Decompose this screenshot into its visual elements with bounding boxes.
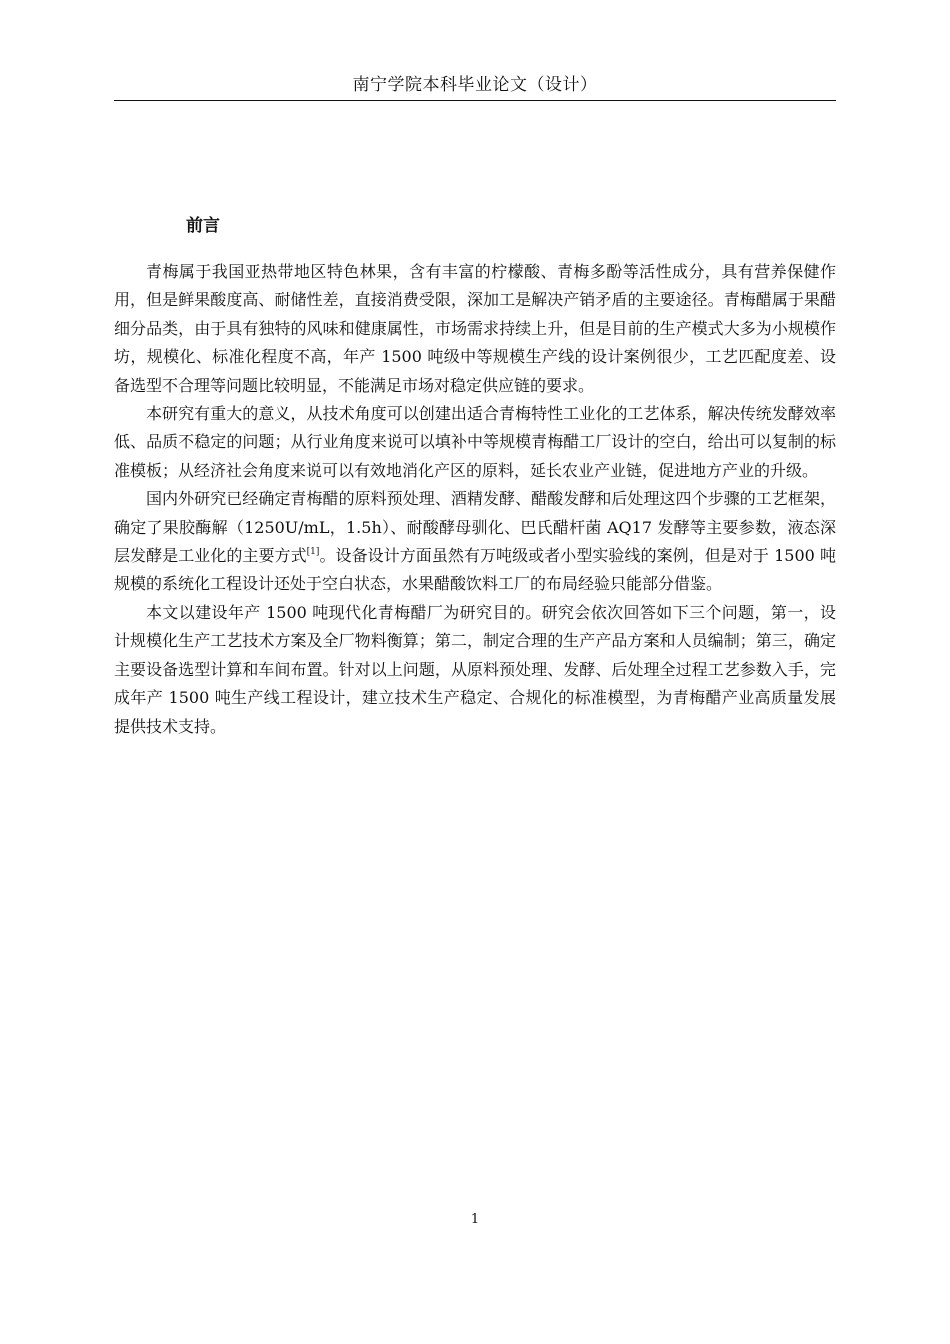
citation-ref[interactable]: [1] xyxy=(306,547,320,558)
paragraph-3-text-before: 国内外研究已经确定青梅醋的原料预处理、酒精发酵、醋酸发酵和后处理这四个步骤的工艺框架，确定了果胶酶解（1250U/mL，1.5h）、耐酸酵母驯化、巴氏醋杆菌 AQ17 发酵等主要参数，液态深层发酵是工业化的主要方式 xyxy=(114,489,836,566)
paragraph-4: 本文以建设年产 1500 吨现代化青梅醋厂为研究目的。研究会依次回答如下三个问题，第一，设计规模化生产工艺技术方案及全厂物料衡算；第二，制定合理的生产产品方案和人员编制；第三，确定主要设备选型计算和车间布置。针对以上问题，从原料预处理、发酵、后处理全过程工艺参数入手，完成年产 1500 吨生产线工程设计，建立技术生产稳定、合规化的标准模型，为青梅醋产业高质量发展提供技术支持。 xyxy=(114,602,836,736)
paragraph-3-text-after: 。设备设计方面虽然有万吨级或者小型实验线的案例，但是对于 1500 吨规模的系统化工程设计还处于空白状态，水果醋酸饮料工厂的布局经验只能部分借鉴。 xyxy=(114,546,836,594)
paragraph-1: 青梅属于我国亚热带地区特色林果，含有丰富的柠檬酸、青梅多酚等活性成分，具有营养保健作用，但是鲜果酸度高、耐储性差，直接消费受限，深加工是解决产销矛盾的主要途径。青梅醋属于果醋细分品类，由于具有独特的风味和健康属性，市场需求持续上升，但是目前的生产模式大多为小规模作坊，规模化、标准化程度不高，年产 1500 吨级中等规模生产线的设计案例很少，工艺匹配度差、设备选型不合理等问题比较明显，不能满足市场对稳定供应链的要求。 xyxy=(114,262,836,395)
body-text xyxy=(114,258,836,741)
page-number: 1 xyxy=(470,1212,480,1227)
paragraph-3 xyxy=(114,485,836,599)
paragraph-2: 本研究有重大的意义，从技术角度可以创建出适合青梅特性工业化的工艺体系，解决传统发酵效率低、品质不稳定的问题；从行业角度来说可以填补中等规模青梅醋工厂设计的空白，给出可以复制的标准模板；从经济社会角度来说可以有效地消化产区的原料，延长农业产业链，促进地方产业的升级。 xyxy=(114,404,836,480)
header-rule xyxy=(114,100,836,101)
section-title: 前言 xyxy=(186,216,220,236)
running-header: 南宁学院本科毕业论文（设计） xyxy=(352,75,598,95)
